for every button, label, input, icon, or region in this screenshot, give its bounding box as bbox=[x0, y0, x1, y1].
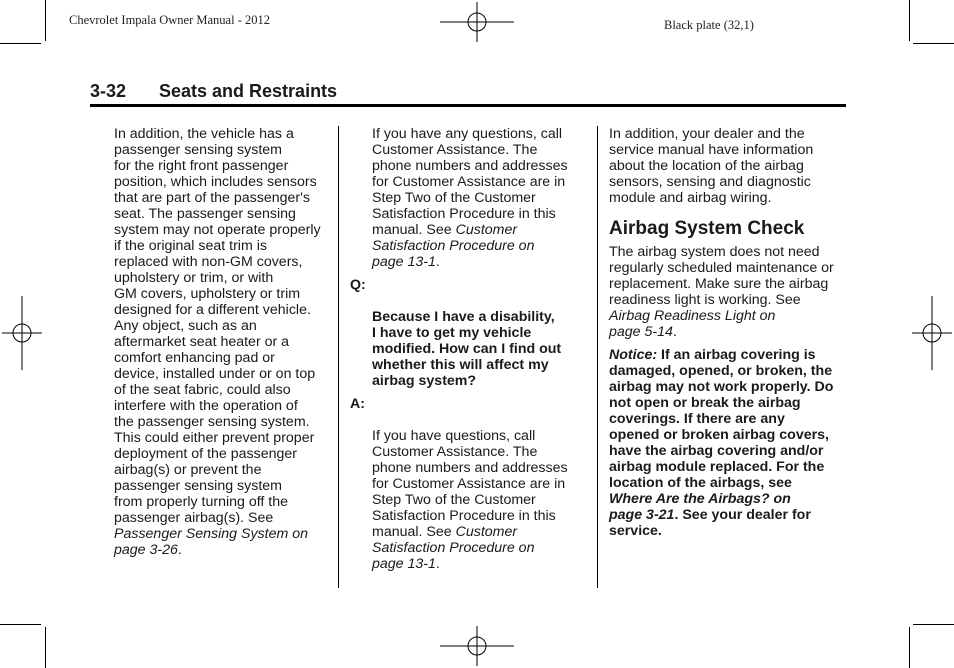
crop-mark-top-right-v bbox=[909, 0, 910, 41]
registration-mark-icon bbox=[440, 626, 514, 666]
manual-title: Chevrolet Impala Owner Manual - 2012 bbox=[69, 13, 270, 27]
paragraph: The airbag system does not need regularly scheduled maintenance or replacement. Make sure the airbag readiness light is working. See Airbag Readiness Light on page 5-14. bbox=[609, 244, 834, 340]
body-text: If you have any questions, call Customer Assistance. The phone numbers and addresses for Customer Assistance are in Step Two of the Customer Satisfaction Procedure in this manual. See bbox=[372, 126, 568, 238]
answer: A: If you have questions, call Customer Assistance. The phone numbers and addresses for Customer Assistance are in Step Two of the Customer Satisfaction Procedure in this manual. See Customer Satisfaction Procedure on page 13-1. bbox=[350, 396, 568, 572]
cross-reference-link[interactable]: Passenger Sensing System on page 3-26 bbox=[114, 526, 309, 558]
cross-reference-link[interactable]: Customer Satisfaction Procedure on page 13-1 bbox=[372, 524, 535, 572]
question-label: Q: bbox=[350, 277, 366, 293]
crop-mark-top-left-h bbox=[0, 43, 41, 44]
crop-mark-bottom-left-h bbox=[0, 624, 41, 625]
crop-mark-top-right-h bbox=[913, 43, 954, 44]
registration-mark-icon bbox=[2, 296, 42, 370]
paragraph: In addition, your dealer and the service manual have information about the location of the airbag sensors, sensing and diagnostic module and airbag wiring. bbox=[609, 126, 814, 206]
page-number: 3-32 bbox=[90, 81, 127, 101]
registration-mark-icon bbox=[440, 2, 514, 42]
column-2 bbox=[350, 126, 590, 572]
section-title: Seats and Restraints bbox=[159, 81, 338, 101]
plate-label: Black plate (32,1) bbox=[664, 18, 754, 32]
paragraph: If you have any questions, call Customer Assistance. The phone numbers and addresses for Customer Assistance are in Step Two of the Customer Satisfaction Procedure in this manual. See Customer Satisfaction Procedure on page 13-1. bbox=[372, 126, 568, 270]
paragraph: In addition, the vehicle has a passenger sensing system for the right front passenger position, which includes sensors that are part of the passenger's seat. The passenger sensing system may not operate properly if the original seat trim is replaced with non-GM covers, upholstery or trim, or with GM covers, upholstery or trim designed for a different vehicle. Any object, such as an aftermarket seat heater or a comfort enhancing pad or device, installed under or on top of the seat fabric, could also interfere with the operation of the passenger sensing system. This could either prevent proper deployment of the passenger airbag(s) or prevent the passenger sensing system from properly turning off the passenger airbag(s). See Passenger Sensing System on page 3-26. bbox=[114, 126, 321, 558]
notice-text: If an airbag covering is damaged, opened, or broken, the airbag may not work properly. Do not open or break the airbag coverings. If there are any opened or broken airbag covers, have the airbag covering and/or airbag module replaced. For the location of the airbags, see bbox=[609, 347, 834, 491]
notice-label: Notice: bbox=[609, 347, 658, 363]
body-text: In addition, the vehicle has a passenger sensing system for the right front passenger position, which includes sensors that are part of the passenger's seat. The passenger sensing system may not operate properly if the original seat trim is replaced with non-GM covers, upholstery or trim, or with GM covers, upholstery or trim designed for a different vehicle. Any object, such as an aftermarket seat heater or a comfort enhancing pad or device, installed under or on top of the seat fabric, could also interfere with the operation of the passenger sensing system. This could either prevent proper deployment of the passenger airbag(s) or prevent the passenger sensing system from properly turning off the passenger airbag(s). See bbox=[114, 126, 321, 526]
crop-mark-top-left-v bbox=[45, 0, 46, 41]
cross-reference-link[interactable]: Where Are the Airbags? on page 3-21 bbox=[609, 491, 791, 523]
section-header bbox=[90, 80, 846, 107]
crop-mark-bottom-left-v bbox=[45, 627, 46, 668]
column-3 bbox=[609, 126, 849, 539]
column-1 bbox=[114, 126, 332, 558]
section-heading: Airbag System Check bbox=[609, 218, 805, 239]
registration-mark-icon bbox=[912, 296, 952, 370]
question bbox=[350, 277, 590, 389]
body-text: The airbag system does not need regularly scheduled maintenance or replacement. Make sure the airbag readiness light is working. See bbox=[609, 244, 834, 308]
cross-reference-link[interactable]: Airbag Readiness Light on page 5-14 bbox=[609, 308, 776, 340]
crop-mark-bottom-right-h bbox=[913, 624, 954, 625]
answer-label: A: bbox=[350, 396, 365, 412]
answer-text: If you have questions, call Customer Assistance. The phone numbers and addresses for Customer Assistance are in Step Two of the Customer Satisfaction Procedure in this manual. See bbox=[372, 428, 568, 540]
cross-reference-link[interactable]: Customer Satisfaction Procedure on page 13-1 bbox=[372, 222, 535, 270]
column-divider bbox=[597, 126, 598, 588]
question-text: Because I have a disability, I have to get my vehicle modified. How can I find out whether this will affect my airbag system? bbox=[372, 309, 562, 389]
notice: Notice: If an airbag covering is damaged, opened, or broken, the airbag may not work properly. Do not open or break the airbag coverings. If there are any opened or broken airbag covers, have the airbag covering and/or airbag module replaced. For the location of the airbags, see Where Are the Airbags? on page 3-21. See your dealer for service. bbox=[609, 347, 834, 539]
column-divider bbox=[338, 126, 339, 588]
crop-mark-bottom-right-v bbox=[909, 627, 910, 668]
